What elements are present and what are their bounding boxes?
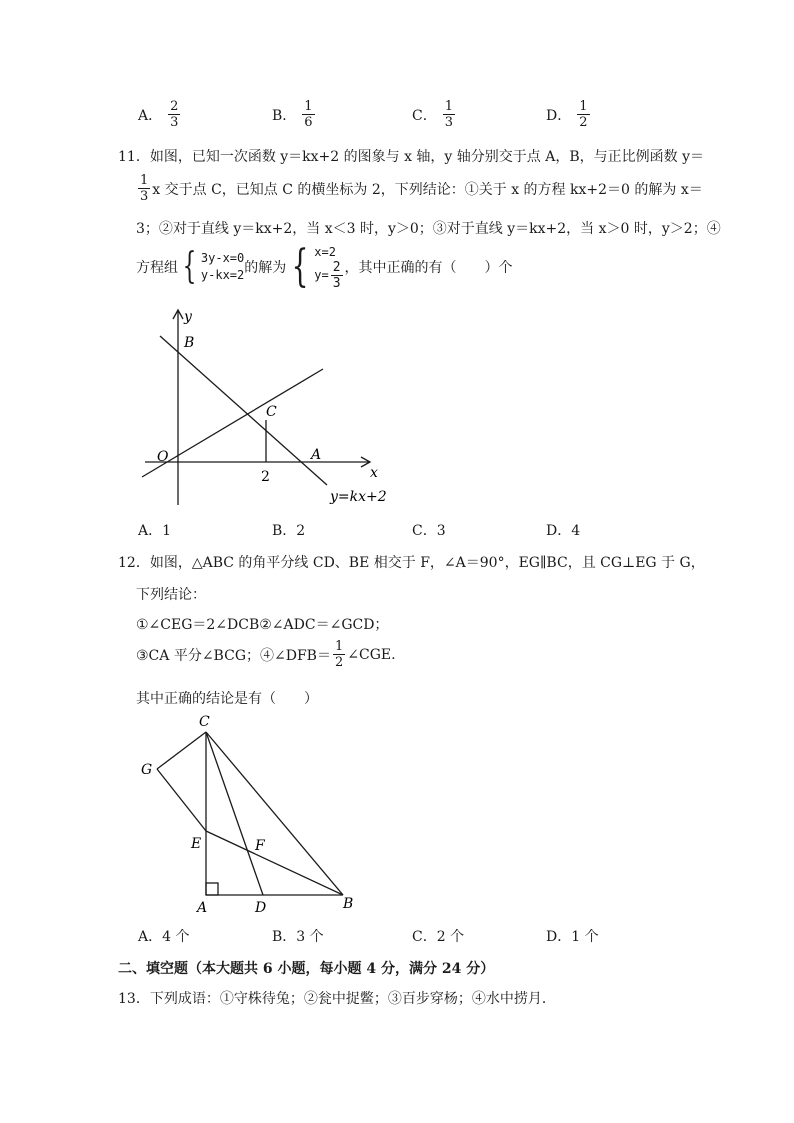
solution-x: x=2 [314, 245, 336, 259]
label-d: D [255, 900, 267, 916]
segment-cb [206, 732, 343, 895]
equation-system [178, 245, 245, 287]
system-equation-2: y-kx=2 [200, 267, 245, 282]
q12-option-c: C．2 个 [412, 929, 465, 945]
left-brace: { [182, 245, 197, 287]
label-line-equation: y=kx+2 [330, 489, 387, 505]
q10-option-b [272, 100, 317, 129]
option-fraction [443, 100, 455, 129]
q11-line-2-text: x 交于点 C，已知点 C 的横坐标为 2，下列结论：①关于 x 的方程 kx+2＝0 的解为 x＝ [152, 181, 703, 198]
q12-line-1: 12．如图，△ABC 的角平分线 CD、BE 相交于 F，∠A＝90°，EG∥BC，且 CG⊥EG 于 G， [118, 555, 705, 571]
label-2: 2 [261, 469, 270, 485]
label-o: O [157, 449, 169, 465]
label-b: B [184, 335, 195, 351]
q11-option-a: A．1 [138, 523, 172, 539]
solution-y [314, 261, 344, 290]
fraction-numerator: 2 [170, 99, 179, 114]
q11-fraction [138, 174, 150, 203]
fraction-numerator: 1 [444, 99, 453, 114]
q12-line-4-prefix: ③CA 平分∠BCG；④∠DFB＝ [136, 647, 331, 664]
q12-option-b: B．3 个 [272, 929, 324, 945]
option-fraction [302, 100, 314, 129]
fraction-denominator: 2 [334, 655, 344, 670]
fraction-numerator: 2 [332, 259, 341, 275]
option-letter: D． [546, 107, 572, 124]
q11-diagram [130, 305, 400, 515]
q12-line-3: ①∠CEG＝2∠DCB②∠ADC＝∠GCD； [136, 617, 389, 633]
label-b: B [343, 896, 354, 912]
q11-option-c: C．3 [412, 523, 446, 539]
segment-cg [157, 732, 206, 769]
fraction-numerator: 1 [334, 639, 344, 654]
fraction-numerator: 1 [579, 99, 588, 114]
system-lines [201, 250, 244, 284]
label-f: F [255, 838, 265, 854]
system-equation-1: 3y-x=0 [200, 251, 245, 266]
label-g: G [141, 762, 153, 778]
fraction-denominator: 6 [304, 115, 313, 130]
label-y: y [184, 309, 192, 325]
q10-option-d [546, 100, 592, 129]
option-letter: B． [272, 107, 297, 124]
fraction-denominator: 3 [170, 115, 179, 130]
q13-line-1: 13．下列成语：①守株待兔；②瓮中捉鳖；③百步穿杨；④水中捞月． [118, 991, 556, 1007]
solution-y-fraction [331, 261, 343, 290]
label-e: E [191, 836, 202, 852]
q12-fraction [333, 640, 345, 669]
q11-line-1: 11．如图，已知一次函数 y＝kx+2 的图象与 x 轴，y 轴分别交于点 A，B，与正比例函数 y＝ [118, 149, 705, 165]
left-brace: { [291, 240, 309, 292]
fraction-denominator: 3 [140, 189, 149, 204]
q11-line-4-mid: 的解为 [244, 259, 287, 276]
label-c: C [199, 714, 210, 730]
solution-system [286, 240, 344, 292]
option-fraction [168, 100, 180, 129]
q12-line-4-suffix: ∠CGE. [347, 646, 396, 663]
label-a: A [311, 447, 322, 463]
solution-lines [314, 244, 344, 290]
q12-diagram [135, 710, 365, 920]
segment-ge [157, 769, 206, 831]
label-x: x [370, 465, 378, 481]
q11-line-4-prefix: 方程组 [136, 259, 178, 276]
q10-option-a [138, 100, 182, 129]
q11-option-d: D．4 [546, 523, 581, 539]
option-fraction [577, 100, 589, 129]
label-c: C [266, 404, 277, 420]
q12-line-5: 其中正确的结论是有（ ） [136, 691, 318, 707]
fraction-numerator: 1 [140, 173, 149, 188]
fraction-numerator: 1 [304, 99, 313, 114]
label-a: A [197, 900, 208, 916]
q11-line-2 [136, 174, 703, 203]
section-2-heading: 二、填空题（本大题共 6 小题，每小题 4 分，满分 24 分） [118, 961, 495, 977]
fraction-denominator: 2 [579, 115, 588, 130]
q11-line-4 [136, 240, 513, 292]
q10-option-c [412, 100, 457, 129]
q11-line-3: 3；②对于直线 y＝kx+2，当 x＜3 时，y＞0；③对于直线 y＝kx+2，当 x＞0 时，y＞2；④ [136, 221, 721, 237]
line-y-third-x [142, 369, 323, 477]
q11-line-4-suffix: ，其中正确的有（ ）个 [344, 259, 513, 276]
q12-option-d: D．1 个 [546, 929, 599, 945]
fraction-denominator: 3 [444, 115, 453, 130]
q12-option-a: A．4 个 [138, 929, 190, 945]
q12-line-2: 下列结论： [136, 587, 206, 603]
fraction-denominator: 3 [332, 275, 341, 291]
option-letter: A． [138, 107, 163, 124]
q11-option-b: B．2 [272, 523, 306, 539]
segment-be [206, 831, 343, 895]
option-letter: C． [412, 107, 437, 124]
right-angle-mark [206, 883, 218, 895]
segment-cd [206, 732, 263, 895]
q12-line-4 [136, 640, 396, 669]
solution-y-prefix: y= [314, 267, 329, 282]
